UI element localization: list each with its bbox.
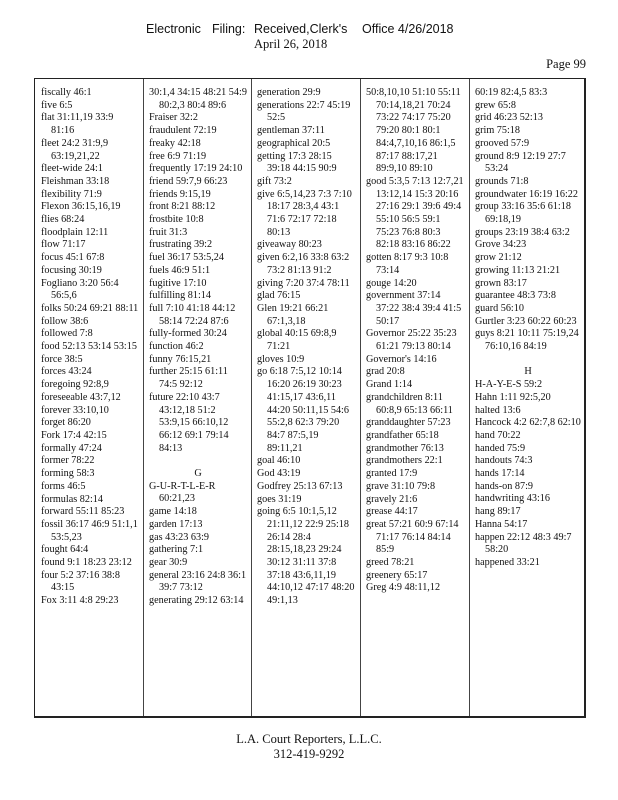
index-entry: gotten 8:17 9:3 10:8 73:14 — [366, 252, 449, 276]
index-entry: H — [524, 366, 532, 378]
footer-phone: 312-419-9292 — [273, 747, 345, 761]
page-number: Page 99 — [546, 57, 586, 71]
index-entry: focus 45:1 67:8 — [41, 252, 105, 264]
index-entry: four 5:2 37:16 38:8 43:15 — [41, 569, 120, 594]
index-entry: gravely 21:6 — [366, 493, 418, 505]
index-entry — [475, 354, 581, 367]
index-entry: hang 89:17 — [475, 506, 521, 518]
index-entry: foreseeable 43:7,12 — [41, 391, 121, 403]
index-entry: guard 56:10 — [475, 302, 524, 314]
index-entry: hand 70:22 — [475, 429, 521, 441]
index-entry: frostbite 10:8 — [149, 214, 204, 226]
column-divider — [143, 79, 144, 716]
index-entry: future 22:10 43:7 43:12,18 51:2 53:9,15 66:10,12 66:12 69:1 79:14 84:13 — [149, 391, 229, 454]
index-entry: flat 31:11,19 33:9 81:16 — [41, 112, 114, 137]
index-entry: fleet 24:2 31:9,9 63:19,21,22 — [41, 137, 109, 162]
index-entry: formally 47:24 — [41, 442, 102, 454]
index-entry: force 38:5 — [41, 353, 83, 365]
index-entry: guys 8:21 10:11 75:19,24 76:10,16 84:19 — [475, 328, 579, 353]
index-entry: grown 83:17 — [475, 277, 527, 289]
index-entry: granted 17:9 — [366, 468, 418, 480]
index-entry: glad 76:15 — [257, 290, 301, 302]
index-entry: happen 22:12 48:3 49:7 58:20 — [475, 531, 572, 556]
index-entry: 30:1,4 34:15 48:21 54:9 80:2,3 80:4 89:6 — [149, 87, 247, 111]
index-entry: group 33:16 35:6 61:18 69:18,19 — [475, 201, 571, 226]
index-column-4 — [366, 87, 465, 710]
index-entry: granddaughter 57:23 — [366, 417, 451, 429]
index-entry: growing 11:13 21:21 — [475, 264, 561, 276]
index-entry: G — [194, 468, 202, 480]
index-entry: H-A-Y-E-S 59:2 — [475, 379, 543, 391]
index-entry: folks 50:24 69:21 88:11 — [41, 302, 139, 314]
index-entry: front 8:21 88:12 — [149, 201, 216, 213]
index-entry: gathering 7:1 — [149, 544, 204, 556]
index-entry: groundwater 16:19 16:22 — [475, 188, 578, 200]
index-entry: floodplain 12:11 — [41, 226, 109, 238]
index-entry: gloves 10:9 — [257, 353, 305, 365]
index-entry: former 78:22 — [41, 455, 95, 467]
index-entry: food 52:13 53:14 53:15 — [41, 341, 137, 353]
index-entry: Hahn 1:11 92:5,20 — [475, 391, 551, 403]
index-entry: greed 78:21 — [366, 557, 415, 569]
index-entry: Governor's 14:16 — [366, 353, 437, 365]
index-entry: give 6:5,14,23 7:3 7:10 18:17 28:3,4 43:1 71:6 72:17 72:18 80:13 — [257, 188, 352, 238]
index-column-3 — [257, 87, 356, 710]
index-entry: focusing 30:19 — [41, 264, 102, 276]
index-entry: Greg 4:9 48:11,12 — [366, 582, 441, 594]
index-entry: formulas 82:14 — [41, 493, 103, 505]
header-received: Received,Clerk's — [254, 22, 348, 36]
index-entry: giveaway 80:23 — [257, 239, 322, 251]
index-entry: Hancock 4:2 62:7,8 62:10 — [475, 417, 581, 429]
index-entry: gentleman 37:11 — [257, 125, 325, 137]
index-entry: goal 46:10 — [257, 455, 301, 467]
index-entry: Governor 25:22 35:23 61:21 79:13 80:14 — [366, 328, 457, 353]
index-entry: Fogliano 3:20 56:4 56:5,6 — [41, 277, 119, 302]
index-entry: grandmother 76:13 — [366, 442, 444, 454]
index-entry: guarantee 48:3 73:8 — [475, 290, 556, 302]
index-entry: full 7:10 41:18 44:12 58:14 72:24 87:6 — [149, 302, 236, 327]
index-entry: gift 73:2 — [257, 175, 292, 187]
index-entry: good 5:3,5 7:13 12:7,21 13:12,14 15:3 20:16 27:16 29:1 39:6 49:4 55:10 56:5 59:1 75:23 76:8 80:3 82:18 83:16 86:22 — [366, 175, 464, 251]
index-entry: further 25:15 61:11 74:5 92:12 — [149, 366, 228, 391]
index-entry: forever 33:10,10 — [41, 404, 109, 416]
index-entry: Grand 1:14 — [366, 379, 413, 391]
index-entry: frequently 17:19 24:10 — [149, 163, 243, 175]
index-entry: generation 29:9 — [257, 87, 321, 98]
index-entry: goes 31:19 — [257, 493, 302, 505]
index-entry: hands 17:14 — [475, 468, 525, 480]
index-entry: ground 8:9 12:19 27:7 53:24 — [475, 150, 566, 175]
index-entry: fought 64:4 — [41, 544, 89, 556]
index-entry: generations 22:7 45:19 52:5 — [257, 99, 351, 124]
index-entry: fuels 46:9 51:1 — [149, 264, 211, 276]
index-entry: G-U-R-T-L-E-R 60:21,23 — [149, 480, 216, 505]
index-entry: Glen 19:21 66:21 67:1,3,18 — [257, 302, 329, 327]
index-entry: grandfather 65:18 — [366, 429, 439, 441]
index-entry: fossil 36:17 46:9 51:1,1 53:5,23 — [41, 518, 138, 543]
index-entry: greenery 65:17 — [366, 569, 428, 581]
index-entry: followed 7:8 — [41, 328, 93, 340]
index-entry: grease 44:17 — [366, 506, 418, 518]
index-entry: free 6:9 71:19 — [149, 150, 207, 162]
index-column-1 — [41, 87, 139, 710]
index-entry: geographical 20:5 — [257, 137, 331, 149]
index-entry: grooved 57:9 — [475, 137, 530, 149]
index-entry: forces 43:24 — [41, 366, 92, 378]
header-office: Office 4/26/2018 — [362, 22, 454, 36]
index-entry: Flexon 36:15,16,19 — [41, 201, 121, 213]
index-entry: fruit 31:3 — [149, 226, 188, 238]
index-entry: fleet-wide 24:1 — [41, 163, 103, 175]
index-entry — [149, 455, 247, 468]
index-entry: 50:8,10,10 51:10 55:11 70:14,18,21 70:24 73:22 74:17 75:20 79:20 80:1 80:1 84:4,7,10,16 86:1,5 87:17 88:17,21 89:9,10 89:10 — [366, 87, 461, 175]
index-entry: forward 55:11 85:23 — [41, 506, 125, 518]
index-entry: freaky 42:18 — [149, 137, 201, 149]
index-entry: gouge 14:20 — [366, 277, 417, 289]
index-entry: fulfilling 81:14 — [149, 290, 211, 302]
index-entry: go 6:18 7:5,12 10:14 16:20 26:19 30:23 41:15,17 43:6,11 44:20 50:11,15 54:6 55:2,8 62:3 79:20 84:7 87:5,19 89:11,21 — [257, 366, 349, 454]
index-entry: fraudulent 72:19 — [149, 125, 217, 137]
index-entry: grandmothers 22:1 — [366, 455, 443, 467]
index-entry: foregoing 92:8,9 — [41, 379, 109, 391]
column-divider — [360, 79, 361, 716]
index-entry: Godfrey 25:13 67:13 — [257, 480, 343, 492]
index-entry: frustrating 39:2 — [149, 239, 213, 251]
index-entry: God 43:19 — [257, 468, 301, 480]
index-entry: general 23:16 24:8 36:1 39:7 73:12 — [149, 569, 247, 594]
index-entry: grounds 71:8 — [475, 175, 529, 187]
index-entry: game 14:18 — [149, 506, 197, 518]
index-column-5 — [475, 87, 581, 710]
index-entry: friend 59:7,9 66:23 — [149, 175, 228, 187]
index-entry: Fleishman 33:18 — [41, 175, 110, 187]
index-entry: generating 29:12 63:14 — [149, 595, 244, 607]
header-filing: Filing: — [212, 22, 246, 36]
index-entry: Fraiser 32:2 — [149, 112, 198, 124]
index-entry: groups 23:19 38:4 63:2 — [475, 226, 570, 238]
index-entry: fuel 36:17 53:5,24 — [149, 252, 224, 264]
index-entry: handouts 74:3 — [475, 455, 533, 467]
index-entry: grad 20:8 — [366, 366, 405, 378]
filing-header — [0, 22, 618, 52]
index-entry: Grove 34:23 — [475, 239, 527, 251]
index-entry: handed 75:9 — [475, 442, 526, 454]
index-frame — [34, 78, 586, 718]
index-entry: grid 46:23 52:13 — [475, 112, 543, 124]
column-divider — [251, 79, 252, 716]
index-entry: handwriting 43:16 — [475, 493, 550, 505]
index-entry: halted 13:6 — [475, 404, 521, 416]
index-entry: garden 17:13 — [149, 518, 203, 530]
index-entry: found 9:1 18:23 23:12 — [41, 557, 132, 569]
index-entry: gear 30:9 — [149, 557, 188, 568]
index-entry: gas 43:23 63:9 — [149, 531, 209, 543]
index-entry: flexibility 71:9 — [41, 188, 102, 200]
index-entry: fully-formed 30:24 — [149, 328, 227, 340]
index-entry: happened 33:21 — [475, 557, 540, 568]
index-entry: Gurtler 3:23 60:22 60:23 — [475, 315, 577, 327]
index-entry: getting 17:3 28:15 39:18 44:15 90:9 — [257, 150, 337, 175]
header-electronic: Electronic — [146, 22, 201, 36]
index-entry: hands-on 87:9 — [475, 480, 534, 492]
index-entry: great 57:21 60:9 67:14 71:17 76:14 84:14 85:9 — [366, 518, 459, 556]
index-entry: fiscally 46:1 — [41, 87, 92, 98]
index-entry: forming 58:3 — [41, 468, 95, 480]
index-entry: government 37:14 37:22 38:4 39:4 41:5 50:17 — [366, 290, 462, 327]
index-entry: 60:19 82:4,5 83:3 — [475, 87, 548, 98]
index-entry: funny 76:15,21 — [149, 353, 212, 365]
index-entry: grew 65:8 — [475, 99, 517, 111]
index-entry: global 40:15 69:8,9 71:21 — [257, 328, 337, 353]
index-entry: forget 86:20 — [41, 417, 91, 429]
index-entry: function 46:2 — [149, 341, 204, 353]
index-entry: flies 68:24 — [41, 214, 85, 226]
header-date: April 26, 2018 — [254, 37, 328, 51]
index-entry: going 6:5 10:1,5,12 21:11,12 22:9 25:18 26:14 28:4 28:15,18,23 29:24 30:12 31:11 37:8 37:18 43:6,11,19 44:10,12 47:17 48:20 49:1,13 — [257, 506, 355, 607]
index-entry: Hanna 54:17 — [475, 518, 528, 530]
index-entry: friends 9:15,19 — [149, 188, 211, 200]
index-entry: fugitive 17:10 — [149, 277, 207, 289]
index-column-2 — [149, 87, 247, 710]
index-entry: forms 46:5 — [41, 480, 86, 492]
index-entry: flow 71:17 — [41, 239, 86, 251]
index-entry: giving 7:20 37:4 78:11 — [257, 277, 350, 289]
index-entry: Fork 17:4 42:15 — [41, 429, 107, 441]
column-divider — [469, 79, 470, 716]
index-entry: Fox 3:11 4:8 29:23 — [41, 595, 119, 607]
index-entry: five 6:5 — [41, 99, 73, 111]
index-entry: given 6:2,16 33:8 63:2 73:2 81:13 91:2 — [257, 252, 350, 276]
index-entry: grow 21:12 — [475, 252, 522, 264]
index-entry: follow 38:6 — [41, 315, 89, 327]
footer-company: L.A. Court Reporters, L.L.C. — [236, 732, 382, 746]
index-entry: grandchildren 8:11 60:8,9 65:13 66:11 — [366, 391, 453, 416]
index-entry: grave 31:10 79:8 — [366, 480, 436, 492]
index-entry: grim 75:18 — [475, 125, 520, 137]
